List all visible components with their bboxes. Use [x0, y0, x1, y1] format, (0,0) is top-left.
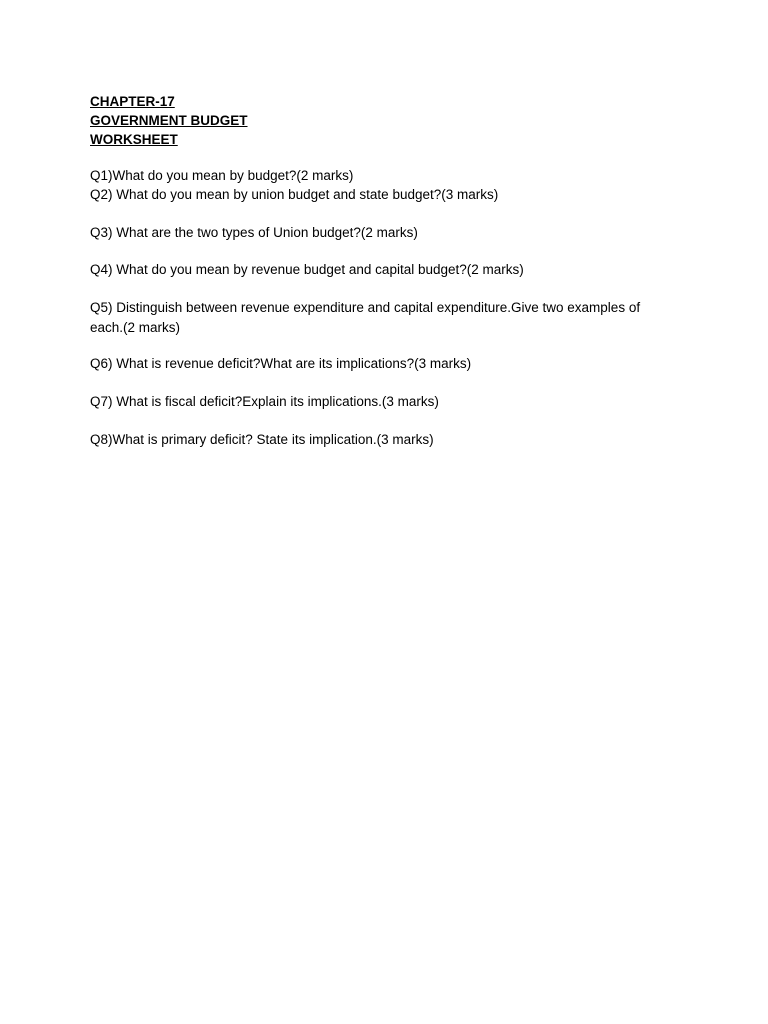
chapter-heading: CHAPTER-17 — [90, 94, 175, 109]
question-1: Q1)What do you mean by budget?(2 marks) — [90, 168, 354, 183]
question-3: Q3) What are the two types of Union budget?(2 marks) — [90, 225, 418, 240]
worksheet-heading: WORKSHEET — [90, 132, 178, 147]
question-7: Q7) What is fiscal deficit?Explain its implications.(3 marks) — [90, 394, 439, 409]
subject-heading: GOVERNMENT BUDGET — [90, 113, 248, 128]
question-6: Q6) What is revenue deficit?What are its implications?(3 marks) — [90, 356, 472, 371]
question-4: Q4) What do you mean by revenue budget and capital budget?(2 marks) — [90, 262, 524, 277]
question-2: Q2) What do you mean by union budget and state budget?(3 marks) — [90, 187, 499, 202]
question-8: Q8)What is primary deficit? State its implication.(3 marks) — [90, 432, 434, 447]
question-5: Q5) Distinguish between revenue expenditure and capital expenditure.Give two examples of each.(2 marks) — [90, 300, 641, 335]
